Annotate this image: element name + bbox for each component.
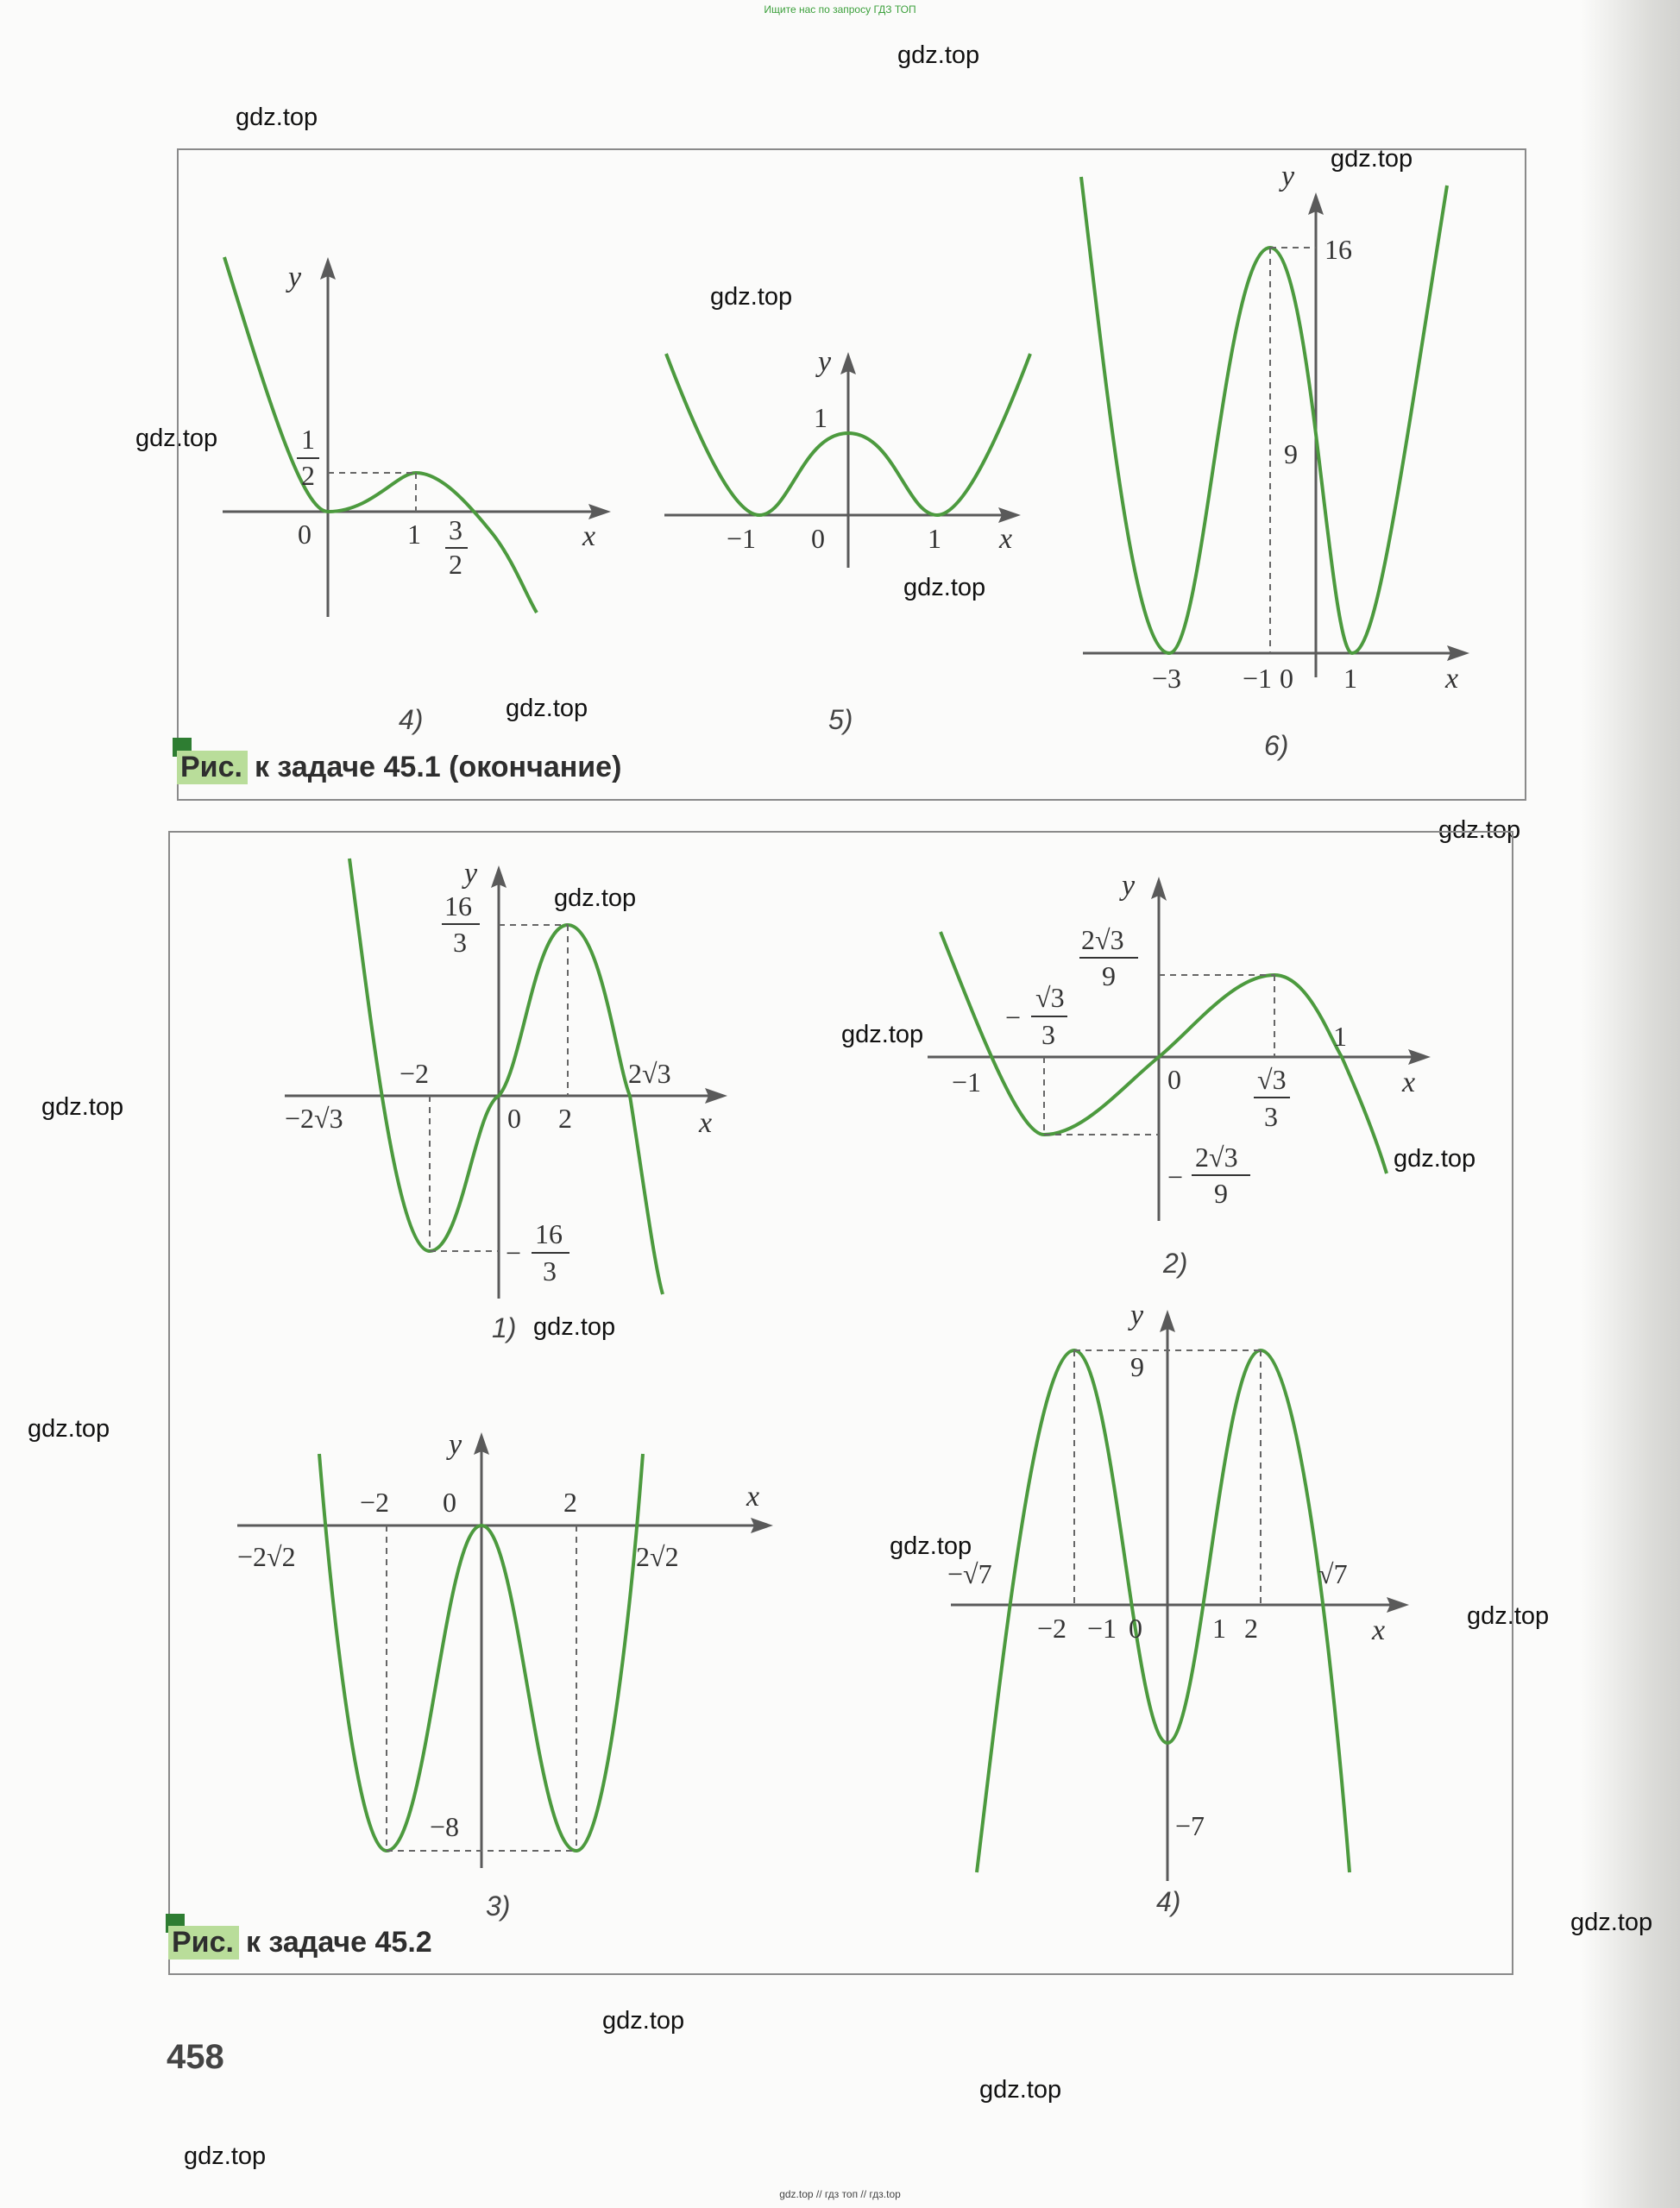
- watermark: gdz.top: [533, 1313, 616, 1341]
- x-tick-label: 2: [1244, 1613, 1258, 1644]
- watermark: gdz.top: [841, 1021, 924, 1048]
- watermark: gdz.top: [1394, 1145, 1476, 1173]
- watermark: gdz.top: [890, 1532, 972, 1560]
- panel-label: 2): [1163, 1248, 1188, 1279]
- y-axis-label: y: [818, 346, 832, 378]
- y-tick-label: 1: [814, 402, 827, 433]
- origin-label: 0: [507, 1103, 521, 1134]
- y-tick-numerator: 2√3: [1081, 924, 1124, 955]
- figure-45-1-panel-4: [216, 242, 630, 759]
- x-tick-label: −3: [1152, 663, 1182, 694]
- y-tick-denominator: 9: [1102, 960, 1116, 991]
- y-tick-label: 16: [1324, 234, 1352, 265]
- y-axis-label: y: [1122, 870, 1136, 902]
- x-tick-denominator: 2: [449, 549, 462, 580]
- y-axis-label: y: [1130, 1299, 1144, 1331]
- x-tick-label: −2: [400, 1058, 430, 1089]
- caption-tab: Рис.: [177, 751, 248, 784]
- x-tick-label: −2√3: [285, 1103, 343, 1134]
- watermark: gdz.top: [979, 2076, 1062, 2104]
- origin-label: 0: [811, 523, 825, 554]
- x-tick-numerator: √3: [1257, 1064, 1287, 1095]
- panel-label: 1): [492, 1312, 517, 1343]
- panel-label: 4): [399, 704, 424, 735]
- x-tick-label: −2√2: [237, 1541, 296, 1572]
- curve: [1081, 177, 1447, 653]
- panel-label: 5): [828, 704, 853, 735]
- watermark: gdz.top: [28, 1415, 110, 1443]
- curve: [224, 257, 537, 613]
- figure-45-2-panel-3: [229, 1415, 781, 1933]
- watermark: gdz.top: [710, 283, 793, 311]
- caption-text: к задаче 45.1 (окончание): [254, 751, 622, 783]
- y-tick-numerator: 1: [301, 424, 315, 455]
- x-tick-label: 1: [1343, 663, 1357, 694]
- y-axis-label: y: [288, 261, 302, 293]
- y-tick-sign: −: [1167, 1161, 1184, 1192]
- x-tick-label: 2√3: [628, 1058, 671, 1089]
- x-tick-label: 2: [558, 1103, 572, 1134]
- x-tick-label: −√7: [947, 1558, 992, 1589]
- y-tick-label: 9: [1284, 438, 1298, 469]
- watermark: gdz.top: [1467, 1602, 1550, 1630]
- figure-45-2-panel-1: [276, 850, 759, 1368]
- y-tick-numerator: 2√3: [1195, 1142, 1238, 1173]
- x-axis-label: x: [999, 523, 1013, 555]
- watermark: gdz.top: [554, 884, 637, 912]
- panel-label: 3): [486, 1890, 511, 1922]
- x-tick-label: −1: [727, 523, 757, 554]
- watermark: gdz.top: [1331, 145, 1413, 173]
- page-number: 458: [167, 2038, 224, 2076]
- x-tick-label: 2√2: [636, 1541, 679, 1572]
- x-tick-label: 1: [407, 519, 421, 550]
- x-tick-numerator: 3: [449, 514, 462, 545]
- y-tick-label: −8: [430, 1811, 460, 1842]
- caption-tab: Рис.: [168, 1926, 239, 1960]
- y-tick-sign: −: [506, 1237, 522, 1268]
- curve: [349, 859, 663, 1294]
- y-tick-denominator: 9: [1214, 1178, 1228, 1209]
- y-tick-denominator: 3: [453, 927, 467, 958]
- x-axis-label: x: [1402, 1066, 1416, 1098]
- origin-label: 0: [1280, 663, 1293, 694]
- figure-45-2-panel-4: [941, 1286, 1424, 1924]
- header-note: Ищите нас по запросу ГДЗ ТОП: [764, 3, 916, 16]
- curve: [977, 1350, 1350, 1872]
- x-axis-label: x: [582, 520, 596, 552]
- curve: [941, 932, 1387, 1173]
- x-tick-label: √7: [1318, 1558, 1348, 1589]
- footer-note: gdz.top // гдз топ // гдз.top: [779, 2188, 901, 2200]
- figure-45-1-panel-5: [656, 337, 1053, 742]
- figure-45-1-panel-6: [1074, 151, 1488, 772]
- watermark: gdz.top: [184, 2142, 267, 2170]
- x-axis-label: x: [1445, 663, 1459, 695]
- watermark: gdz.top: [506, 695, 588, 722]
- watermark: gdz.top: [602, 2007, 685, 2035]
- x-axis-label: x: [1372, 1614, 1386, 1646]
- watermark: gdz.top: [1438, 816, 1521, 844]
- x-tick-denominator: 3: [1041, 1019, 1055, 1050]
- x-tick-label: −1: [952, 1066, 982, 1098]
- x-tick-denominator: 3: [1264, 1101, 1278, 1132]
- watermark: gdz.top: [903, 574, 986, 601]
- x-tick-label: 1: [1333, 1021, 1347, 1052]
- origin-label: 0: [1167, 1064, 1181, 1095]
- x-tick-label: 1: [928, 523, 941, 554]
- caption-text: к задаче 45.2: [245, 1926, 432, 1959]
- book-gutter-shadow: [1581, 0, 1680, 2208]
- y-tick-label: −7: [1175, 1810, 1205, 1841]
- origin-label: 0: [443, 1487, 456, 1518]
- figure-45-2-caption: [168, 1926, 432, 1960]
- figure-45-2-panel-2: [910, 863, 1445, 1294]
- x-tick-sign: −: [1005, 1002, 1022, 1033]
- x-tick-label: −2: [1037, 1613, 1067, 1644]
- watermark: gdz.top: [897, 41, 980, 69]
- y-tick-denominator: 2: [301, 460, 315, 491]
- watermark: gdz.top: [41, 1093, 124, 1121]
- y-axis-label: y: [1281, 160, 1295, 192]
- x-axis-label: x: [699, 1107, 713, 1139]
- origin-label: 0: [1129, 1613, 1142, 1644]
- y-axis-label: y: [449, 1429, 462, 1461]
- watermark: gdz.top: [1570, 1909, 1653, 1936]
- y-tick-numerator: 16: [535, 1218, 563, 1249]
- watermark: gdz.top: [135, 425, 218, 452]
- x-axis-label: x: [746, 1481, 760, 1513]
- panel-label: 4): [1156, 1886, 1181, 1917]
- x-tick-label: 2: [563, 1487, 577, 1518]
- x-tick-label: −1: [1087, 1613, 1117, 1644]
- y-axis-label: y: [464, 858, 478, 890]
- x-tick-label: −2: [360, 1487, 390, 1518]
- x-tick-label: 1: [1212, 1613, 1226, 1644]
- y-tick-numerator: 16: [444, 890, 472, 922]
- panel-label: 6): [1264, 730, 1289, 761]
- x-tick-numerator: √3: [1035, 982, 1065, 1013]
- watermark: gdz.top: [236, 104, 318, 131]
- y-tick-label: 9: [1130, 1351, 1144, 1382]
- origin-label: 0: [298, 519, 311, 550]
- x-tick-label: −1: [1243, 663, 1273, 694]
- figure-45-1-caption: [177, 751, 621, 784]
- y-tick-denominator: 3: [543, 1255, 557, 1286]
